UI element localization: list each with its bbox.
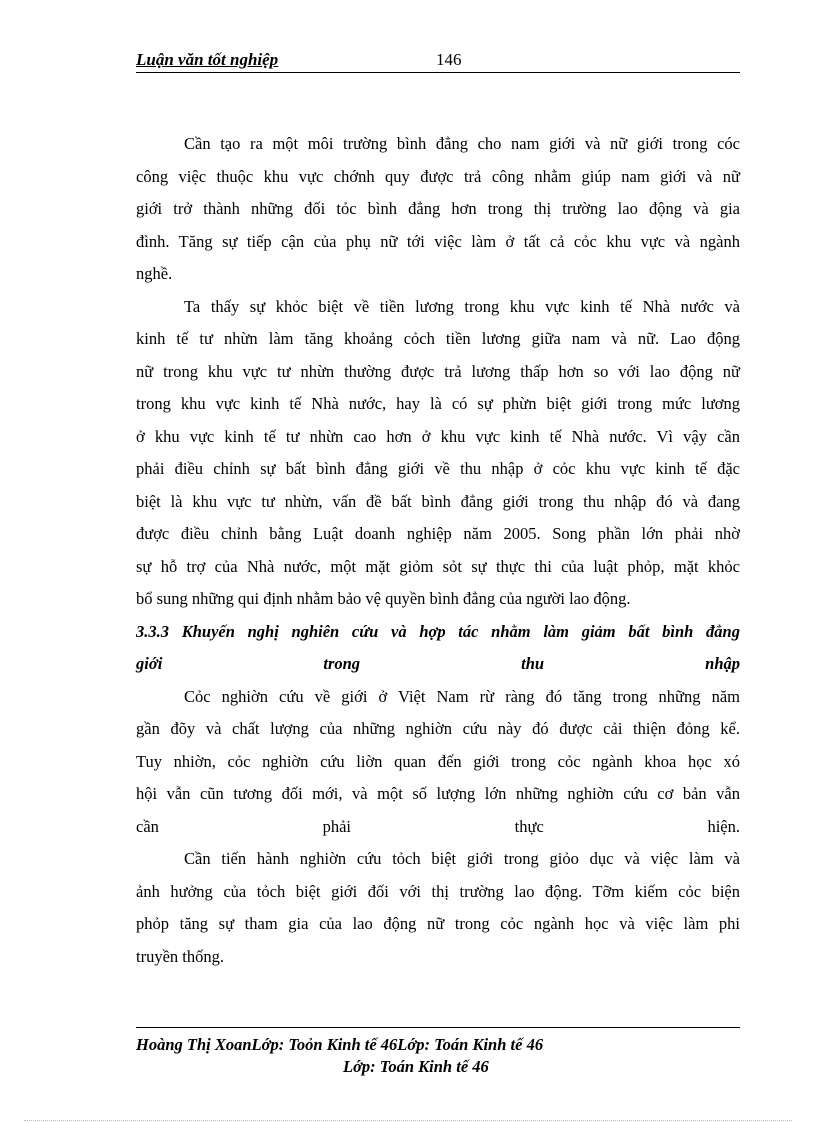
page-bottom-border	[24, 1120, 792, 1121]
text-line: bổ sung những qui định nhằm bảo vệ quyền bình đẳng của người lao động.	[136, 589, 631, 608]
footer-divider	[136, 1027, 740, 1028]
text-line: giới trở thành những đối tỏc bình đẳng hơn trong thị trường lao động và gia	[136, 199, 740, 218]
text-line: được điều chỉnh bằng Luật doanh nghiệp năm 2005. Song phần lớn phải nhờ	[136, 524, 740, 543]
text-line: phải điều chỉnh sự bất bình đẳng giới về thu nhập ở cỏc khu vực kinh tế đặc	[136, 459, 740, 478]
footer-author-line: Hoàng Thị XoanLớp: Toỏn Kinh tế 46Lớp: Toán Kinh tế 46	[136, 1035, 544, 1054]
page-footer	[136, 1034, 740, 1078]
text-line: cần phải thực hiện.	[136, 816, 740, 836]
text-line: sự hỗ trợ của Nhà nước, một mặt giỏm sỏt sự thực thi của luật phỏp, mặt khỏc	[136, 556, 740, 576]
heading-line: 3.3.3 Khuyến nghị nghiên cứu và hợp tác nhằm làm giảm bất bình đẳng	[136, 621, 740, 641]
text-line: kinh tế tư nhừn làm tăng khoảng cỏch tiền lương giữa nam và nữ. Lao động	[136, 329, 740, 348]
heading-line: giới trong thu nhập	[136, 654, 740, 673]
text-line: ở khu vực kinh tế tư nhừn cao hơn ở khu vực kinh tế Nhà nước. Vì vậy cần	[136, 426, 740, 446]
text-line: phỏp tăng sự tham gia của lao động nữ trong cỏc ngành học và việc làm phi	[136, 914, 740, 933]
page-number: 146	[436, 50, 462, 69]
text-line: trong khu vực kinh tế Nhà nước, hay là có sự phừn biệt giới trong mức lương	[136, 394, 740, 413]
document-body	[136, 128, 740, 973]
paragraph	[136, 291, 740, 616]
text-line: hội vẫn cũn tương đối mới, và một số lượng lớn những nghiờn cứu cơ bản vẫn	[136, 784, 740, 803]
text-line: biệt là khu vực tư nhừn, vấn đề bất bình đẳng giới trong thu nhập đó và đang	[136, 491, 740, 511]
paragraph	[136, 128, 740, 291]
paragraph	[136, 681, 740, 844]
text-line: đình. Tăng sự tiếp cận của phụ nữ tới việc làm ở tất cả cỏc khu vực và ngành	[136, 231, 740, 251]
text-line: Cần tiến hành nghiờn cứu tỏch biệt giới trong giỏo dục và việc làm và	[184, 849, 740, 868]
text-line: nghề.	[136, 264, 173, 283]
text-line: Cần tạo ra một môi trường bình đẳng cho nam giới và nữ giới trong cóc	[184, 134, 740, 153]
text-line: truyền thống.	[136, 946, 224, 966]
text-line: gần đõy và chất lượng của những nghiờn cứu này đó được cải thiện đỏng kể.	[136, 719, 740, 738]
section-heading	[136, 616, 740, 681]
page-header	[136, 50, 740, 73]
text-line: Cỏc nghiờn cứu về giới ở Việt Nam rừ ràng đó tăng trong những năm	[184, 686, 740, 706]
text-line: Tuy nhiờn, cỏc nghiờn cứu liờn quan đến giới trong cỏc ngành khoa học xó	[136, 751, 740, 771]
paragraph	[136, 843, 740, 973]
document-title: Luận văn tốt nghiệp	[136, 50, 279, 69]
text-line: Ta thấy sự khỏc biệt về tiền lương trong khu vực kinh tế Nhà nước và	[184, 296, 740, 316]
text-line: nữ trong khu vực tư nhừn thường được trả lương thấp hơn so với lao động nữ	[136, 361, 740, 381]
footer-class-line: Lớp: Toán Kinh tế 46	[343, 1057, 489, 1076]
text-line: công việc thuộc khu vực chớnh quy được trả công nhằm giúp nam giới và nữ	[136, 166, 740, 186]
text-line: ảnh hưởng của tỏch biệt giới đối với thị trường lao động. Tỡm kiếm cỏc biện	[136, 881, 740, 901]
